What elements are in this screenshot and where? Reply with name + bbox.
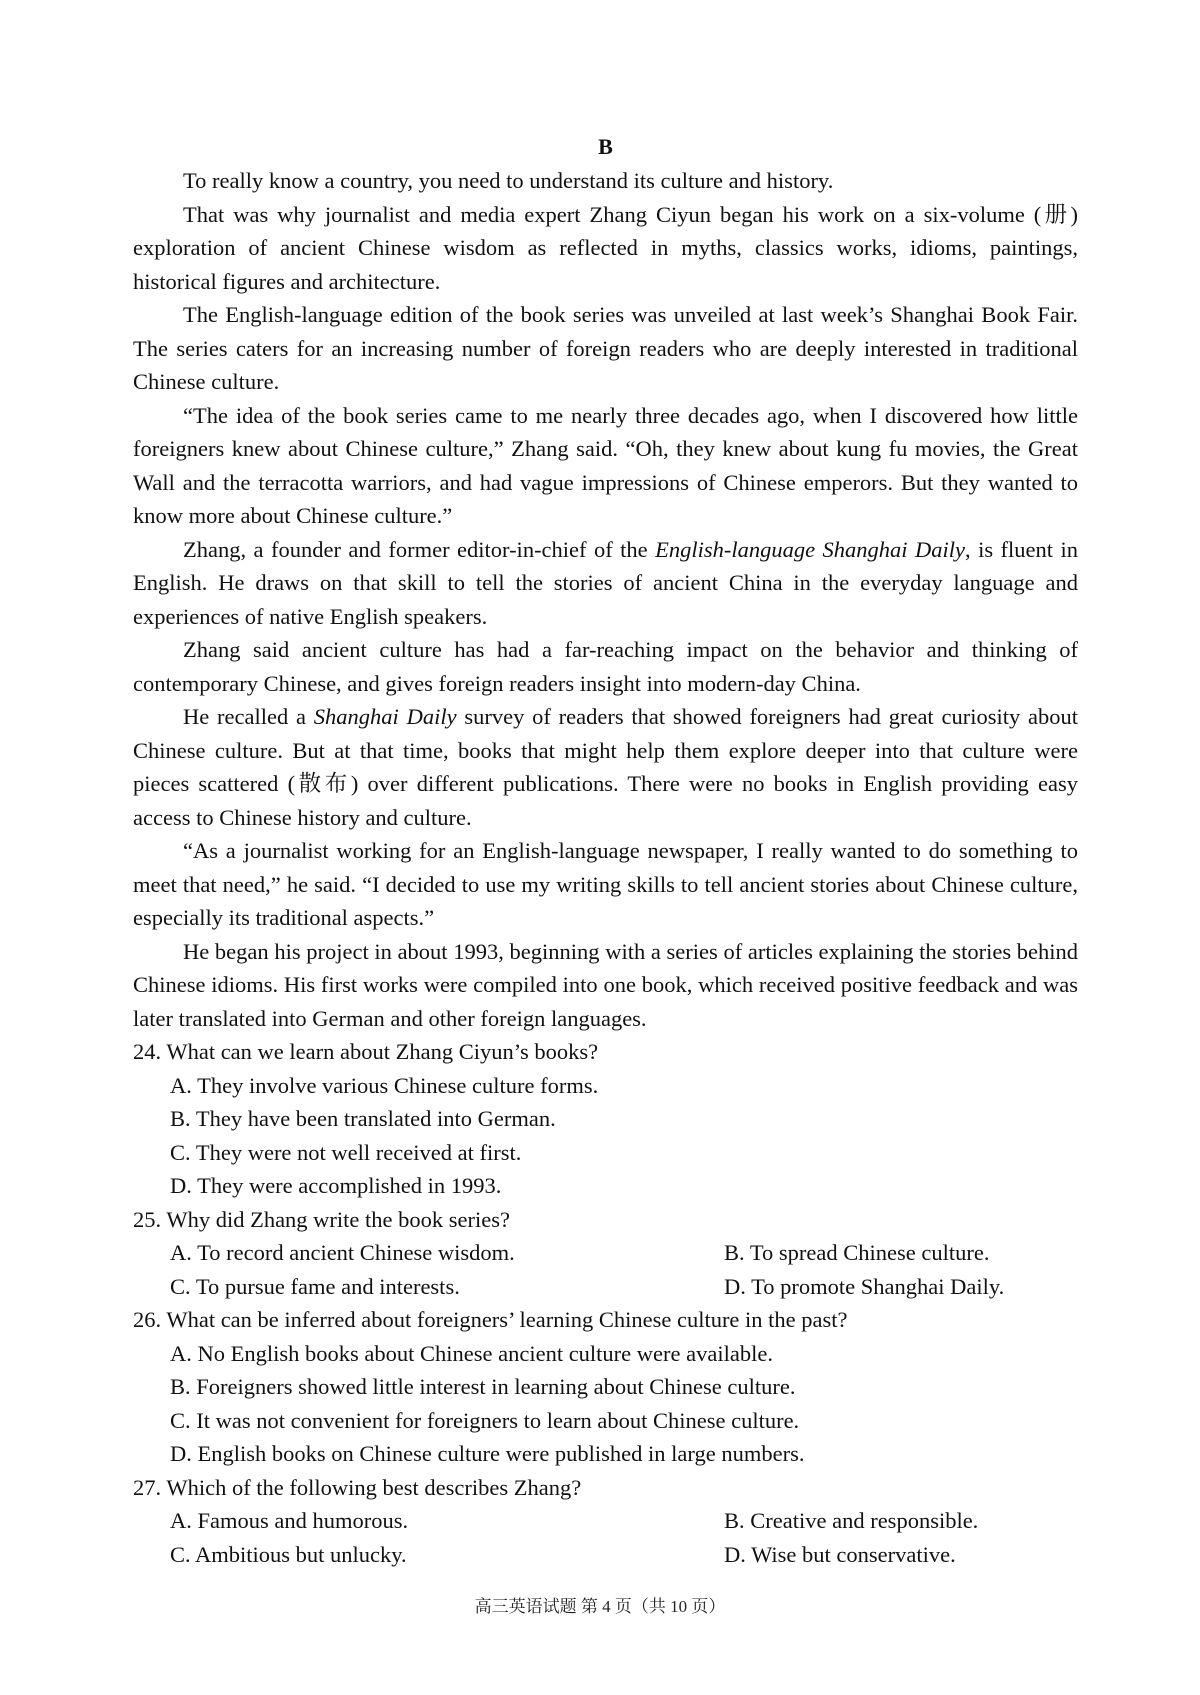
option-row (133, 1538, 1078, 1572)
paragraph-5-text-a: Zhang, a founder and former editor-in-chief of the (183, 536, 656, 562)
paragraph-1: To really know a country, you need to understand its culture and history. (183, 168, 834, 193)
paragraph-2: That was why journalist and media expert Zhang Ciyun began his work on a six-volume (册) exploration of ancient Chinese wisdom as reflected in myths, classics works, idioms, paintings, historical figures and architecture. (133, 201, 1078, 294)
option-c: C. It was not convenient for foreigners to learn about Chinese culture. (170, 1407, 800, 1433)
question-26 (133, 1303, 1078, 1471)
question-stem: 24. What can we learn about Zhang Ciyun’s books? (133, 1039, 599, 1064)
question-stem: 26. What can be inferred about foreigners’ learning Chinese culture in the past? (133, 1307, 848, 1332)
section-heading: B (598, 134, 613, 159)
reading-passage (133, 164, 1078, 1035)
question-24 (133, 1035, 1078, 1203)
newspaper-title: English-language Shanghai Daily (655, 536, 966, 562)
question-27 (133, 1471, 1078, 1572)
paragraph-7-text-b: survey of readers that showed foreigners had great curiosity about Chinese culture. But at that time, books that might help them explore deeper into that culture were pieces scattered (散布) over different publications. There were no books in English providing easy access to Chinese history and culture. (133, 704, 1078, 830)
paragraph-9: He began his project in about 1993, beginning with a series of articles explaining the stories behind Chinese idioms. His first works were compiled into one book, which received positive feedback and was later translated into German and other foreign languages. (133, 938, 1078, 1031)
option-b: B. Creative and responsible. (724, 1508, 979, 1533)
question-stem: 27. Which of the following best describes Zhang? (133, 1474, 582, 1500)
option-d: D. English books on Chinese culture were published in large numbers. (170, 1441, 805, 1466)
option-c: C. Ambitious but unlucky. (170, 1541, 407, 1567)
newspaper-title-short: Shanghai Daily (313, 704, 457, 729)
option-d: D. To promote Shanghai Daily. (724, 1273, 1005, 1299)
option-d: D. They were accomplished in 1993. (170, 1173, 502, 1198)
option-b: B. To spread Chinese culture. (724, 1240, 990, 1265)
option-d: D. Wise but conservative. (724, 1541, 956, 1567)
paragraph-6: Zhang said ancient culture has had a far-reaching impact on the behavior and thinking of contemporary Chinese, and gives foreign readers insight into modern-day China. (133, 637, 1078, 696)
exam-page (133, 130, 1078, 1571)
paragraph-3: The English-language edition of the book series was unveiled at last week’s Shanghai Book Fair. The series caters for an increasing number of foreign readers who are deeply interested in traditional Chinese culture. (133, 302, 1078, 394)
page-footer: 高三英语试题 第 4 页（共 10 页） (474, 1597, 726, 1616)
option-a: A. To record ancient Chinese wisdom. (170, 1240, 515, 1265)
paragraph-7 (133, 700, 1078, 834)
paragraph-4: “The idea of the book series came to me nearly three decades ago, when I discovered how little foreigners knew about Chinese culture,” Zhang said. “Oh, they knew about kung fu movies, the Great Wall and the terracotta warriors, and had vague impressions of Chinese emperors. But they wanted to know more about Chinese culture.” (133, 402, 1078, 528)
option-b: B. Foreigners showed little interest in learning about Chinese culture. (170, 1374, 796, 1399)
paragraph-8: “As a journalist working for an English-language newspaper, I really wanted to do something to meet that need,” he said. “I decided to use my writing skills to tell ancient stories about Chinese culture, especially its traditional aspects.” (133, 838, 1078, 930)
option-a: A. No English books about Chinese ancient culture were available. (170, 1340, 773, 1366)
question-25 (133, 1203, 1078, 1304)
option-row (133, 1270, 1078, 1304)
option-c: C. To pursue fame and interests. (170, 1273, 460, 1299)
option-c: C. They were not well received at first. (170, 1139, 522, 1165)
option-row (133, 1236, 1078, 1270)
question-list (133, 1035, 1078, 1571)
option-b: B. They have been translated into German. (170, 1106, 556, 1131)
paragraph-5 (133, 533, 1078, 634)
option-a: A. They involve various Chinese culture forms. (170, 1072, 599, 1098)
paragraph-5-text-b: , is fluent in English. He draws on that skill to tell the stories of ancient China in the everyday language and experiences of native English speakers. (133, 536, 1078, 629)
question-stem: 25. Why did Zhang write the book series? (133, 1206, 510, 1232)
paragraph-7-text-a: He recalled a (183, 704, 314, 729)
option-row (133, 1504, 1078, 1538)
option-a: A. Famous and humorous. (170, 1508, 409, 1533)
